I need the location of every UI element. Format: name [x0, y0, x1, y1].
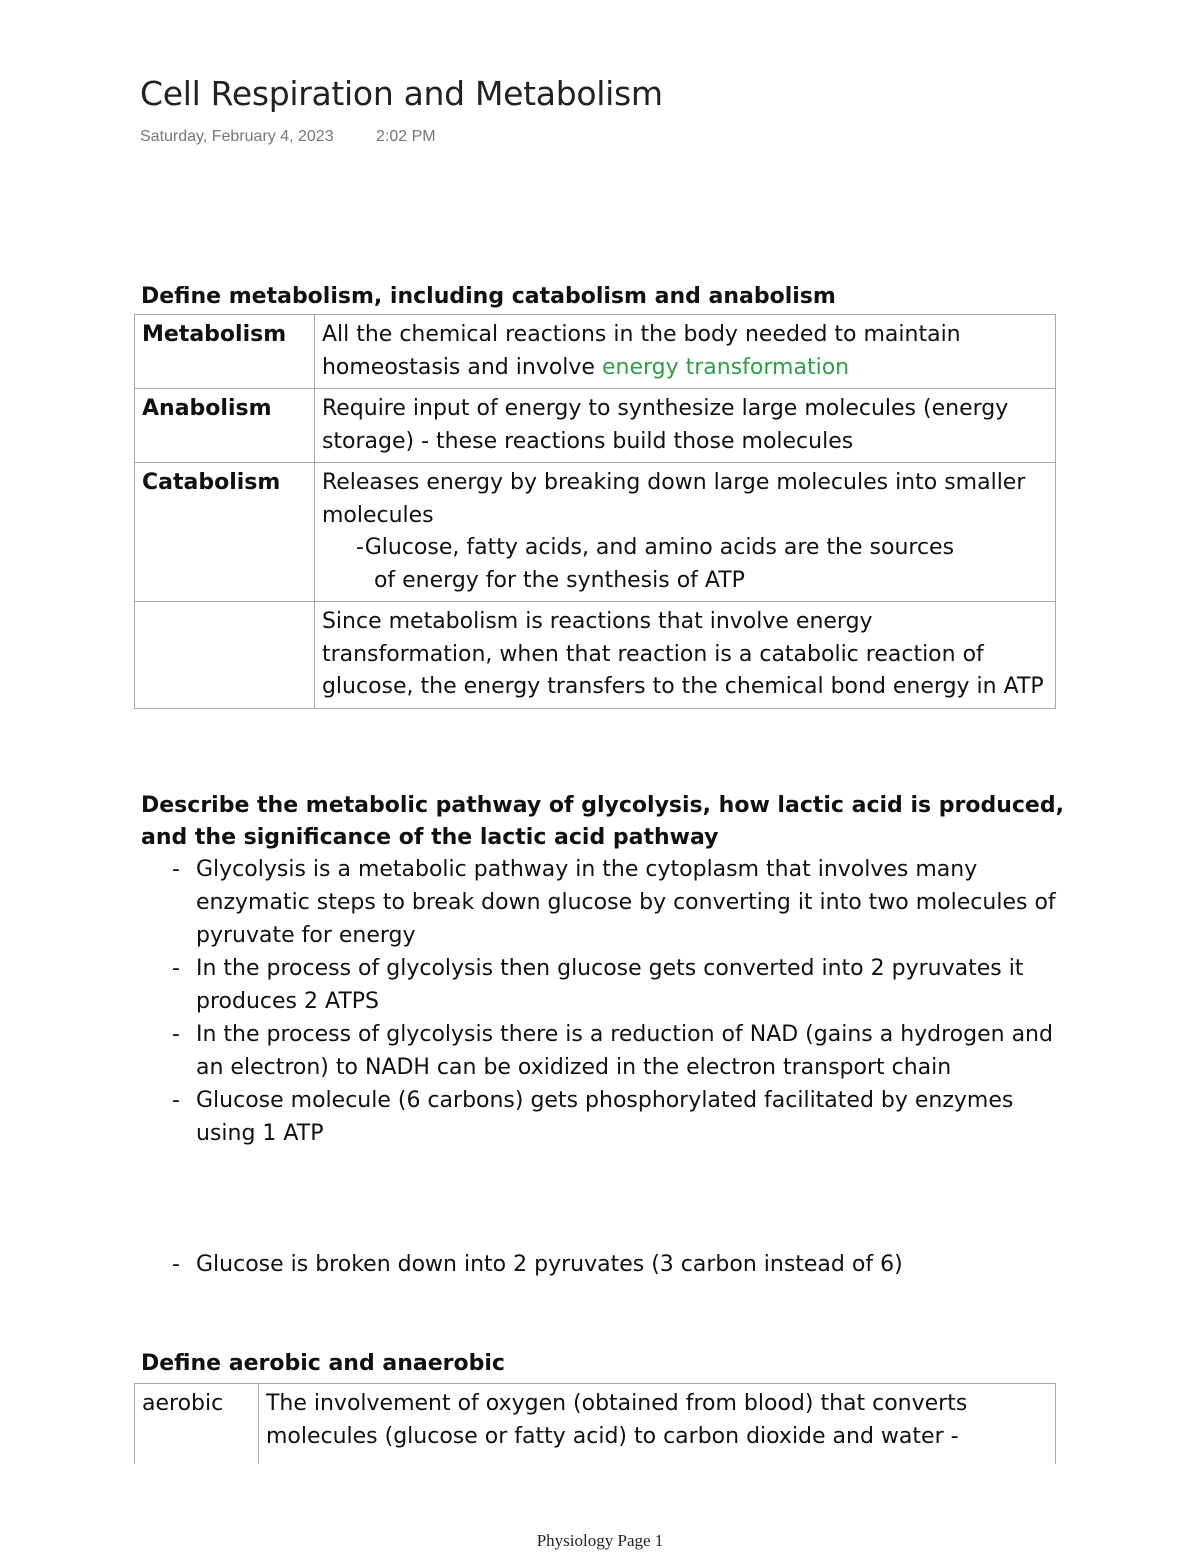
page-meta — [140, 128, 436, 146]
aerobic-table — [134, 1383, 1056, 1464]
section-heading-glycolysis — [141, 790, 1064, 854]
term-cell: Anabolism — [135, 389, 315, 463]
list-item: - In the process of glycolysis then glucose gets converted into 2 pyruvates it produces 2 ATPS — [170, 952, 1070, 1018]
heading-line: Describe the metabolic pathway of glycolysis, how lactic acid is produced, — [141, 793, 1064, 818]
definition-cell — [314, 315, 1055, 389]
term-cell-empty — [135, 602, 315, 709]
table-row — [135, 602, 1056, 709]
table-row — [135, 1384, 1056, 1465]
sub-bullet — [322, 532, 1048, 597]
definition-line: molecules (glucose or fatty acid) to carbon dioxide and water - — [265, 1423, 959, 1449]
term-cell: Metabolism — [135, 315, 315, 389]
definition-line: The involvement of oxygen (obtained from blood) that converts — [265, 1391, 968, 1416]
definition-text: Releases energy by breaking down large molecules into smaller molecules — [321, 470, 1026, 528]
definition-cell: Since metabolism is reactions that involve energy transformation, when that reaction is a catabolic reaction of glucose, the energy transfers to the chemical bond energy in ATP — [314, 602, 1055, 709]
term-cell: aerobic — [135, 1384, 259, 1465]
definition-cell — [314, 463, 1055, 602]
heading-line: and the significance of the lactic acid pathway — [141, 825, 719, 850]
table-row — [135, 315, 1056, 389]
definition-cell: Require input of energy to synthesize large molecules (energy storage) - these reactions build those molecules — [314, 389, 1055, 463]
page-time: 2:02 PM — [376, 128, 436, 145]
page-date: Saturday, February 4, 2023 — [140, 128, 334, 145]
glycolysis-bullet-list — [170, 853, 1070, 1150]
metabolism-table — [134, 314, 1056, 709]
page-footer: Physiology Page 1 — [536, 1531, 664, 1550]
list-item: - Glucose molecule (6 carbons) gets phosphorylated facilitated by enzymes using 1 ATP — [170, 1084, 1070, 1150]
definition-text: All the chemical reactions in the body needed to maintain homeostasis and involve — [321, 322, 961, 380]
list-item: - Glycolysis is a metabolic pathway in the cytoplasm that involves many enzymatic steps to break down glucose by converting it into two molecules of pyruvate for energy — [170, 853, 1070, 952]
section-heading-aerobic: Define aerobic and anaerobic — [141, 1351, 505, 1376]
list-item: - In the process of glycolysis there is a reduction of NAD (gains a hydrogen and an electron) to NADH can be oxidized in the electron transport chain — [170, 1018, 1070, 1084]
sub-bullet-line: of energy for the synthesis of ATP — [373, 567, 745, 593]
table-row — [135, 389, 1056, 463]
sub-bullet-line: -Glucose, fatty acids, and amino acids are the sources — [355, 535, 955, 560]
highlighted-text: energy transformation — [601, 354, 850, 380]
page-title: Cell Respiration and Metabolism — [140, 74, 663, 113]
definition-cell — [258, 1384, 1055, 1465]
list-item: - Glucose is broken down into 2 pyruvates (3 carbon instead of 6) — [170, 1248, 1070, 1281]
section-heading-metabolism: Define metabolism, including catabolism and anabolism — [141, 284, 836, 309]
glycolysis-bullet-list-continued — [170, 1248, 1070, 1281]
table-row — [135, 463, 1056, 602]
term-cell: Catabolism — [135, 463, 315, 602]
